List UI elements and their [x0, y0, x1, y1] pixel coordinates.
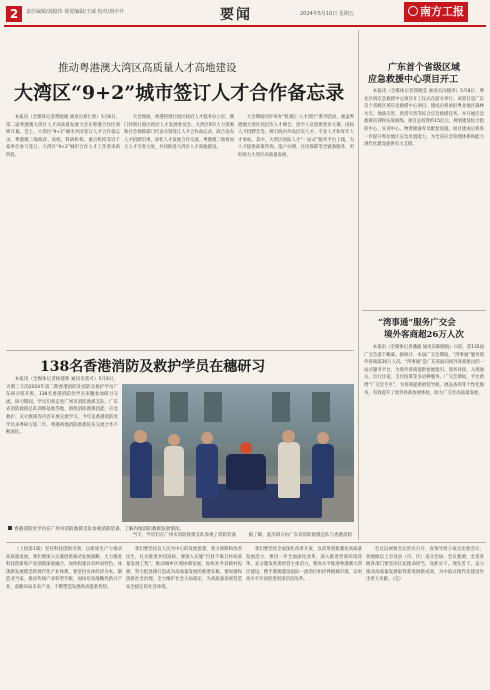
- bottom-column-2: [126, 546, 242, 686]
- bottom-column-1: [6, 546, 122, 686]
- firefighter-photo: [122, 384, 354, 522]
- bottom-paragraph-1: （上接第1版）坚持科技创新引领，以新质生产力推动高质量发展。我们要深入实施创新驱动发展战略，大力推进科技创新和产业创新深度融合，加快构建具有岭南特色、体现新发展理念的现代化产业体系。要坚持实体经济为本、制造业当家，推动传统产业转型升级，加快培育战略性新兴产业，前瞻布局未来产业，不断塑造发展新动能新优势。: [6, 547, 122, 590]
- lead-column-2: [124, 114, 234, 346]
- photo-person-head: [168, 434, 180, 446]
- main2-headline: 138名香港消防及救护学员在穗研习: [40, 359, 266, 375]
- photo-person: [278, 442, 300, 498]
- page-number: 2: [6, 6, 22, 22]
- main2-paragraph-2: 当天，学员们在广州市消防救援支队参观了消防装备: [132, 533, 236, 538]
- main2-paragraph-1: 本报讯（全媒体记者杨建新 通讯员莫可）5月8日，为期三天的2024年第二期香港消防处消防及救护学员广东研习班开班，138名香港消防处学员来穗参加研习交流。研习期间，学员们将走进广州市消防救援支队、广东省消防救援总队训练基地等地，围绕消防救援技能、应急救护、灭火救援等内容开展交流学习。今年是香港消防处学员来粤研习第二年，粤港两地消防救援队伍交流合作不断深化。: [6, 377, 118, 436]
- side2-paragraph: 本报讯（全媒体记者潘淑 通讯员陈晓航）日前，第135届广交会落下帷幕。据统计，本届广交会期间，“湾事通”服务境外客商超26万人次。“湾事通”是广东省面向境外客商推出的一站式服务平台，为境外客商提供参展指引、商务对接、入境通关、出行住宿、支付结算等多语种服务。广交会期间，平台新增“广交会专区”，为客商提供展馆导航、展品查询等个性化服务，有效提升了境外客商参展体验，助力广交会高质量发展。: [364, 345, 484, 396]
- main2-column-1: [6, 376, 118, 522]
- lead-subhead: 推动粤港澳大湾区高质量人才高地建设: [58, 62, 237, 74]
- side-divider: [362, 310, 486, 311]
- main2-column-2: [124, 532, 236, 540]
- lead-paragraph-1: 本报讯（全媒体记者黄晓晓 通讯员蔡仁欣）5月8日，第二届粤港澳大湾区人才高质量发展大会在粤港合作区深圳开幕。会上，大湾区“9+2”城市共同签订人才合作备忘录，粤港澳三地政府、高校、科研机构、重点机构等近千家单位参与签订。大湾区“9+2”城市合作人才工作迎来新阶段。: [6, 115, 120, 158]
- masthead-rule: [4, 25, 486, 27]
- bottom-paragraph-4: 会议以视频会议形式召开，省领导班子成员出席会议，各地级以上市及县（市、区）设分会场。会议强调，全省各级各部门要坚决扛起使命担当，真抓实干、埋头苦干，奋力推动高质量发展取得新进展新成效，为中国式现代化建设作出更大贡献。（完）: [366, 547, 484, 583]
- caption-square-icon: [8, 526, 12, 530]
- photo-window: [272, 392, 290, 422]
- bottom-column-4: [366, 546, 484, 686]
- logo-icon: [408, 6, 418, 16]
- photo-window: [136, 392, 154, 422]
- column-divider: [358, 30, 359, 540]
- photo-person: [312, 444, 334, 498]
- photo-helmet: [240, 442, 252, 454]
- lead-column-1: [6, 114, 120, 346]
- lead-paragraph-2: 大会现场，香港特别行政区政府人才服务办公室、澳门特别行政区政府人才发展委员会、大湾区9市人力资源和社会保障部门代表分别签订人才合作备忘录，联合发布人才招聘启事，深化人才发展合作交流。粤港澳三地将加大人才引进力度，共同推进大湾区人才高地建设。: [124, 115, 234, 151]
- photo-person: [196, 444, 218, 498]
- main2-column-3: [240, 532, 352, 540]
- main2-paragraph-3: 据了解，此次研习由广东省消防救援总队与香港消防: [248, 533, 352, 538]
- logo-text: 南方工报: [420, 5, 464, 18]
- date-line: 2024年5月10日 星期五: [300, 11, 354, 17]
- side1-body: [364, 88, 484, 346]
- photo-person-head: [317, 432, 329, 444]
- bottom-column-3: [246, 546, 362, 686]
- masthead: [0, 0, 490, 28]
- bottom-divider: [6, 542, 486, 543]
- bottom-paragraph-2: 我们要坚持以人民为中心的发展思想，着力保障和改善民生，扎实推进共同富裕。要深入实施“百县千镇万村高质量发展工程”，推动城乡区域协调发展，加快补齐县镇村短板，努力把县域打造成为高质量发展的新增长极。要加强和创新社会治理，全力维护社会大局稳定，为高质量发展营造安全稳定的社会环境。: [126, 547, 242, 590]
- lead-headline: 大湾区“9+2”城市签订人才合作备忘录: [14, 82, 345, 104]
- lead-column-3: [238, 114, 354, 346]
- photo-window: [170, 392, 188, 422]
- side1-paragraph: 本报讯（全媒体记者郭晓莹 通讯员冯晓彤）5月8日，粤北区域应急救援中心项目开工仪式在韶关举行。该项目是广东首个省级区域应急救援中心项目，建成后将承担粤北地区森林火灾、地质灾害、洪涝灾害等综合应急救援任务，并开展应急救援培训和实战演练。项目总投资约15亿元，规划建设综合指挥中心、实训中心、物资储备库及配套设施。项目建成后将进一步提升粤北地区应急处置能力，为全省应急管理体系和能力现代化建设提供有力支撑。: [364, 89, 484, 148]
- editor-line: 责任编辑/刘稳伟 视觉编辑/王威 校对/唐中升: [26, 9, 125, 15]
- section-name: 要闻: [220, 7, 252, 23]
- photo-window: [312, 392, 330, 422]
- photo-person-kneeling: [226, 454, 266, 490]
- newspaper-logo: [404, 2, 468, 22]
- bottom-paragraph-3: 我们要坚持全面深化改革开放，以改革创新激发高质量发展活力。要进一步全面深化改革，深入推进营商环境改革，充分激发各类经营主体活力。要高水平推进粤港澳大湾区建设，携手港澳建设国际一流湾区和世界级城市群，以更高水平开放促进更深层次改革。: [246, 547, 362, 583]
- photo-person-head: [201, 432, 213, 444]
- lead-paragraph-3: 大会期间同步举办“机遇汇·人才湾区”系列活动，涵盖粤港澳大湾区高层次人才峰会、留学人员创新创业大赛、国际人才招聘会等，吸引海内外高层次人才、专业人才和青年人才参加。其中，大湾区国际人才“一站式”服务平台上线，为人才提供政策咨询、落户办理、住房保障等全链条服务，更好助力大湾区高质量发展。: [238, 115, 354, 158]
- side2-headline-line1: “湾事通”服务广交会: [378, 318, 456, 328]
- photo-person: [130, 442, 152, 498]
- photo-person-head: [282, 430, 295, 443]
- side1-headline-line2: 应急救援中心项目开工: [368, 75, 459, 85]
- side2-body: [364, 344, 484, 540]
- photo-person: [164, 446, 184, 496]
- photo-window: [204, 392, 222, 422]
- side1-headline-line1: 广东首个省级区域: [388, 63, 461, 73]
- photo-person-head: [134, 430, 147, 443]
- section-divider: [6, 350, 354, 351]
- side2-headline-line2: 境外客商超26万人次: [384, 330, 464, 340]
- photo-caption-text: 香港消防处学员在广州市消防救援支队参观消防装备，了解内地消防救援发展情况。: [14, 527, 184, 532]
